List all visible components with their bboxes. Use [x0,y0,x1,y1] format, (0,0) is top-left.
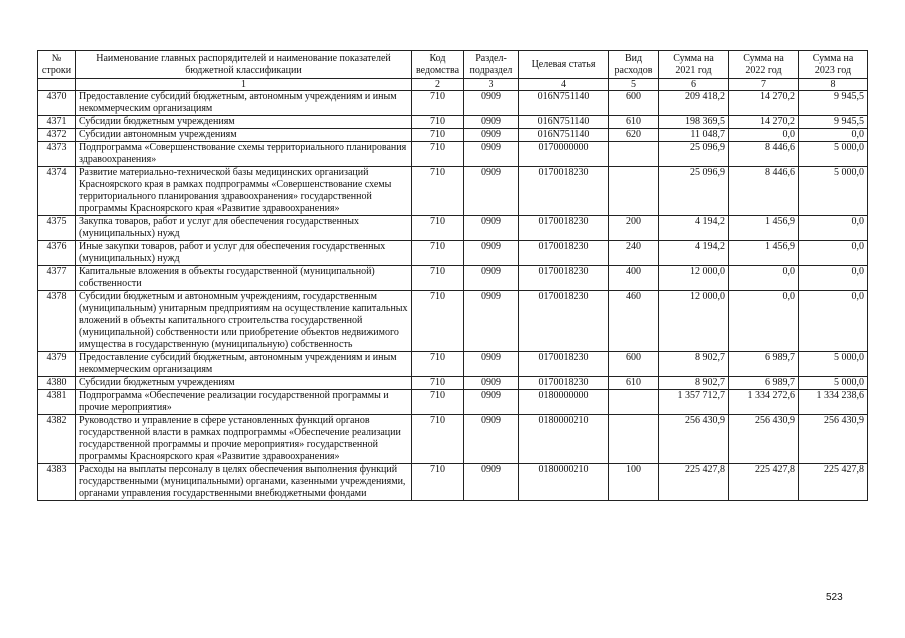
target-item-cell: 0170018230 [519,352,609,377]
row-name-cell: Предоставление субсидий бюджетным, автономным учреждениям и иным некоммерческим организациям [76,91,412,116]
target-item-cell: 0170018230 [519,291,609,352]
expense-type-cell: 240 [609,241,659,266]
row-name-cell: Субсидии бюджетным и автономным учреждениям, государственным (муниципальным) унитарным предприятиям на осуществление капитальных вложений в объекты капитального строительства государственной (муниципальной) собственности или приобретение объектов недвижимого имущества в государственную (муниципальную) собственность [76,291,412,352]
row-name-cell: Подпрограмма «Совершенствование схемы территориального планирования здравоохранения» [76,142,412,167]
target-item-cell: 0170018230 [519,216,609,241]
section-cell: 0909 [464,241,519,266]
sum-2023-cell: 0,0 [799,241,868,266]
row-number-cell: 4376 [38,241,76,266]
section-cell: 0909 [464,415,519,464]
sum-2023-cell: 0,0 [799,216,868,241]
expense-type-cell: 610 [609,116,659,129]
row-name-cell: Субсидии автономным учреждениям [76,129,412,142]
department-code-cell: 710 [412,241,464,266]
section-cell: 0909 [464,167,519,216]
sum-2023-cell: 5 000,0 [799,377,868,390]
table-row [38,266,868,291]
section-cell: 0909 [464,129,519,142]
row-name-cell: Развитие материально-технической базы медицинских организаций Красноярского края в рамках подпрограммы «Совершенствование схемы территориального планирования здравоохранения» государственной программы Красноярского края «Развитие здравоохранения» [76,167,412,216]
target-item-cell: 0170018230 [519,377,609,390]
department-code-cell: 710 [412,142,464,167]
row-number-cell: 4377 [38,266,76,291]
table-row [38,241,868,266]
section-cell: 0909 [464,352,519,377]
department-code-cell: 710 [412,464,464,501]
header-department-code: Код ведомства [412,51,464,79]
target-item-cell: 0170018230 [519,241,609,266]
sum-2021-cell: 4 194,2 [659,216,729,241]
row-number-cell: 4381 [38,390,76,415]
sum-2021-cell: 11 048,7 [659,129,729,142]
target-item-cell: 0180000210 [519,464,609,501]
sum-2023-cell: 5 000,0 [799,142,868,167]
sum-2023-cell: 0,0 [799,129,868,142]
column-number-cell [38,79,76,91]
header-name: Наименование главных распорядителей и наименование показателей бюджетной классификации [76,51,412,79]
sum-2021-cell: 12 000,0 [659,291,729,352]
expense-type-cell [609,167,659,216]
sum-2021-cell: 256 430,9 [659,415,729,464]
row-number-cell: 4382 [38,415,76,464]
sum-2022-cell: 0,0 [729,291,799,352]
sum-2021-cell: 1 357 712,7 [659,390,729,415]
department-code-cell: 710 [412,91,464,116]
row-number-cell: 4372 [38,129,76,142]
sum-2021-cell: 25 096,9 [659,167,729,216]
table-row [38,91,868,116]
sum-2022-cell: 14 270,2 [729,116,799,129]
sum-2023-cell: 9 945,5 [799,91,868,116]
expense-type-cell [609,415,659,464]
table-row [38,352,868,377]
sum-2021-cell: 198 369,5 [659,116,729,129]
sum-2023-cell: 1 334 238,6 [799,390,868,415]
column-number-cell: 2 [412,79,464,91]
sum-2023-cell: 0,0 [799,291,868,352]
sum-2023-cell: 256 430,9 [799,415,868,464]
department-code-cell: 710 [412,266,464,291]
expense-type-cell [609,142,659,167]
row-name-cell: Субсидии бюджетным учреждениям [76,116,412,129]
column-number-cell: 3 [464,79,519,91]
table-row [38,377,868,390]
target-item-cell: 0170018230 [519,167,609,216]
budget-table [37,50,868,501]
sum-2022-cell: 1 456,9 [729,241,799,266]
expense-type-cell [609,390,659,415]
target-item-cell: 0170000000 [519,142,609,167]
expense-type-cell: 620 [609,129,659,142]
section-cell: 0909 [464,377,519,390]
sum-2023-cell: 0,0 [799,266,868,291]
row-name-cell: Иные закупки товаров, работ и услуг для обеспечения государственных (муниципальных) нужд [76,241,412,266]
table-row [38,129,868,142]
row-name-cell: Расходы на выплаты персоналу в целях обеспечения выполнения функций государственными (муниципальными) органами, казенными учреждениями, органами управления государственными внебюджетными фондами [76,464,412,501]
expense-type-cell: 600 [609,352,659,377]
row-name-cell: Подпрограмма «Обеспечение реализации государственной программы и прочие мероприятия» [76,390,412,415]
sum-2021-cell: 12 000,0 [659,266,729,291]
table-row [38,291,868,352]
expense-type-cell: 100 [609,464,659,501]
header-section: Раздел-подраздел [464,51,519,79]
section-cell: 0909 [464,266,519,291]
sum-2023-cell: 225 427,8 [799,464,868,501]
sum-2023-cell: 5 000,0 [799,352,868,377]
sum-2022-cell: 6 989,7 [729,352,799,377]
header-expense-type: Вид расходов [609,51,659,79]
section-cell: 0909 [464,142,519,167]
row-number-cell: 4371 [38,116,76,129]
table-body [38,91,868,501]
target-item-cell: 0170018230 [519,266,609,291]
column-number-cell: 8 [799,79,868,91]
table-row [38,390,868,415]
department-code-cell: 710 [412,291,464,352]
table-header [38,51,868,91]
sum-2021-cell: 25 096,9 [659,142,729,167]
sum-2022-cell: 14 270,2 [729,91,799,116]
department-code-cell: 710 [412,415,464,464]
sum-2022-cell: 8 446,6 [729,142,799,167]
department-code-cell: 710 [412,216,464,241]
table-row [38,415,868,464]
department-code-cell: 710 [412,377,464,390]
sum-2022-cell: 8 446,6 [729,167,799,216]
page-number: 523 [826,592,843,603]
sum-2022-cell: 1 334 272,6 [729,390,799,415]
row-number-cell: 4383 [38,464,76,501]
department-code-cell: 710 [412,390,464,415]
section-cell: 0909 [464,116,519,129]
sum-2021-cell: 8 902,7 [659,377,729,390]
sum-2022-cell: 0,0 [729,129,799,142]
row-name-cell: Предоставление субсидий бюджетным, автономным учреждениям и иным некоммерческим организациям [76,352,412,377]
target-item-cell: 0180000210 [519,415,609,464]
column-number-cell: 4 [519,79,609,91]
section-cell: 0909 [464,464,519,501]
section-cell: 0909 [464,216,519,241]
table-row [38,167,868,216]
table-row [38,142,868,167]
department-code-cell: 710 [412,116,464,129]
department-code-cell: 710 [412,352,464,377]
expense-type-cell: 400 [609,266,659,291]
sum-2023-cell: 9 945,5 [799,116,868,129]
row-number-cell: 4373 [38,142,76,167]
column-number-cell: 6 [659,79,729,91]
section-cell: 0909 [464,91,519,116]
row-number-cell: 4379 [38,352,76,377]
column-number-cell: 1 [76,79,412,91]
sum-2023-cell: 5 000,0 [799,167,868,216]
sum-2022-cell: 1 456,9 [729,216,799,241]
row-name-cell: Капитальные вложения в объекты государственной (муниципальной) собственности [76,266,412,291]
header-target-item: Целевая статья [519,51,609,79]
sum-2022-cell: 225 427,8 [729,464,799,501]
row-name-cell: Руководство и управление в сфере установленных функций органов государственной власти в рамках подпрограммы «Обеспечение реализации государственной программы и прочие мероприятия» государственной программы Красноярского края «Развитие здравоохранения» [76,415,412,464]
table-row [38,216,868,241]
target-item-cell: 0180000000 [519,390,609,415]
row-number-cell: 4370 [38,91,76,116]
row-number-cell: 4374 [38,167,76,216]
department-code-cell: 710 [412,167,464,216]
header-sum-2021: Сумма на 2021 год [659,51,729,79]
section-cell: 0909 [464,390,519,415]
row-name-cell: Закупка товаров, работ и услуг для обеспечения государственных (муниципальных) нужд [76,216,412,241]
sum-2021-cell: 4 194,2 [659,241,729,266]
row-number-cell: 4375 [38,216,76,241]
section-cell: 0909 [464,291,519,352]
target-item-cell: 016N751140 [519,116,609,129]
row-number-cell: 4378 [38,291,76,352]
sum-2022-cell: 6 989,7 [729,377,799,390]
expense-type-cell: 600 [609,91,659,116]
sum-2021-cell: 8 902,7 [659,352,729,377]
expense-type-cell: 460 [609,291,659,352]
expense-type-cell: 200 [609,216,659,241]
row-name-cell: Субсидии бюджетным учреждениям [76,377,412,390]
sum-2022-cell: 0,0 [729,266,799,291]
sum-2021-cell: 209 418,2 [659,91,729,116]
table-row [38,464,868,501]
sum-2022-cell: 256 430,9 [729,415,799,464]
target-item-cell: 016N751140 [519,129,609,142]
row-number-cell: 4380 [38,377,76,390]
column-number-cell: 7 [729,79,799,91]
header-row-number: № строки [38,51,76,79]
target-item-cell: 016N751140 [519,91,609,116]
column-number-cell: 5 [609,79,659,91]
sum-2021-cell: 225 427,8 [659,464,729,501]
department-code-cell: 710 [412,129,464,142]
header-sum-2023: Сумма на 2023 год [799,51,868,79]
expense-type-cell: 610 [609,377,659,390]
header-sum-2022: Сумма на 2022 год [729,51,799,79]
table-row [38,116,868,129]
